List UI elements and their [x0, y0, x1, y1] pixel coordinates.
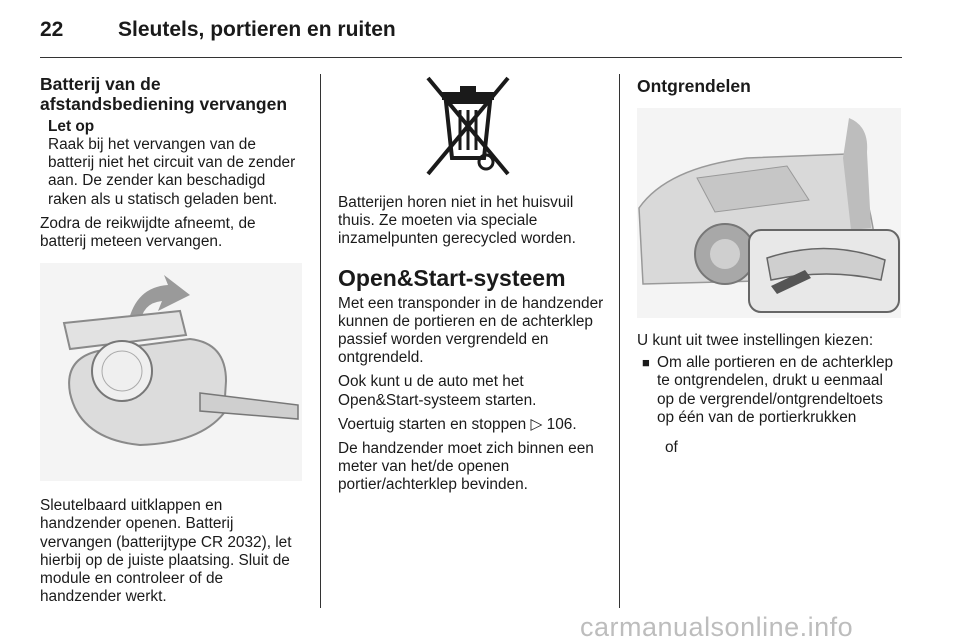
header-rule	[40, 57, 902, 58]
reference-text: Voertuig starten en stoppen	[338, 415, 527, 433]
heading-line-2: afstandsbediening vervangen	[40, 94, 288, 114]
paragraph: Batterijen horen niet in het huisvuil thuis. Ze moeten via speciale inzamelpunten gerecycled worden.	[338, 194, 576, 248]
list-item	[637, 354, 901, 427]
watermark: carmanualsonline.info	[580, 612, 854, 642]
list-item-text: Om alle portieren en de achterklep te ontgrendelen, drukt u eenmaal op de vergrendel/ontgrendeltoets op één van de portierkrukken	[657, 354, 894, 426]
paragraph: Zodra de reikwijdte afneemt, de batterij meteen vervangen.	[40, 214, 256, 251]
note-title: Let op	[48, 118, 95, 135]
column-divider-1	[320, 74, 321, 608]
heading-line-1: Batterij van de	[40, 74, 161, 94]
car-door-handle-illustration	[637, 108, 901, 318]
column-3	[637, 74, 901, 457]
cross-reference	[338, 416, 604, 434]
bullet-square-icon: ■	[642, 355, 650, 371]
section-heading-unlock: Ontgrendelen	[637, 76, 751, 96]
section-heading-open-start: Open&Start-systeem	[338, 264, 566, 291]
column-2	[338, 74, 604, 495]
note-text: Raak bij het vervangen van de batterij niet het circuit van de zender aan. De zender kan beschadigd raken als u statisch geladen bent.	[48, 136, 296, 208]
paragraph: Met een transponder in de handzender kunnen de portieren en de achterklep passief worden vergrendeld en ontgrendeld.	[338, 294, 604, 367]
reference-page[interactable]: 106.	[546, 415, 577, 433]
paragraph: De handzender moet zich binnen een meter van het/de openen portier/achterklep bevinden.	[338, 440, 594, 494]
paragraph: Ook kunt u de auto met het Open&Start-systeem starten.	[338, 373, 537, 409]
paragraph: of	[665, 439, 678, 457]
key-battery-replacement-illustration	[40, 263, 302, 481]
note-box	[48, 118, 302, 209]
paragraph: Sleutelbaard uitklappen en handzender openen. Batterij vervangen (batterijtype CR 2032), let hierbij op de juiste plaatsing. Sluit de module en controleer of de handzender werkt.	[40, 497, 292, 606]
column-divider-2	[619, 74, 620, 608]
column-1	[40, 74, 302, 606]
page-number: 22	[40, 18, 64, 41]
page-header	[40, 18, 900, 48]
reference-arrow-icon: ▷	[530, 415, 543, 433]
crossed-out-wheelie-bin-icon	[422, 74, 514, 182]
paragraph: U kunt uit twee instellingen kiezen:	[637, 332, 874, 349]
section-heading-battery	[40, 74, 302, 114]
page-title: Sleutels, portieren en ruiten	[118, 18, 396, 41]
